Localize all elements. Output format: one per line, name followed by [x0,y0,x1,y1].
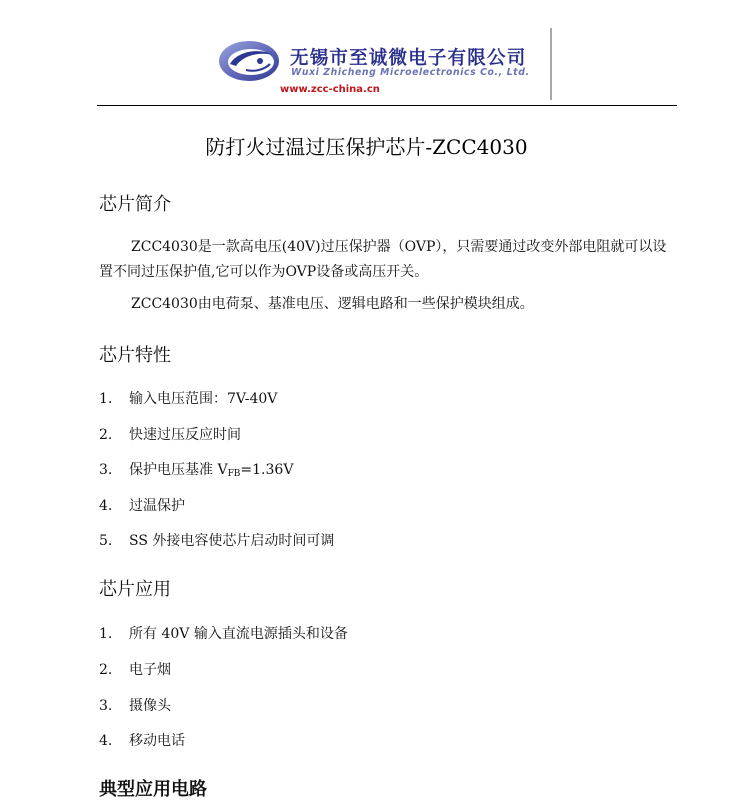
section-heading-applications: 芯片应用 [99,579,171,600]
company-name-en: Wuxi Zhicheng Microelectronics Co., Ltd. [291,67,530,78]
header-divider [550,28,552,100]
intro-paragraph-1: ZCC4030是一款高电压(40V)过压保护器（OVP），只需要通过改变外部电阻就可以设置不同过压保护值,它可以作为OVP设备或高压开关。 [99,239,667,280]
section-heading-intro: 芯片简介 [99,194,171,215]
list-item: 4. 移动电话 [99,733,185,749]
list-item: 3. 摄像头 [99,698,171,714]
intro-paragraph-2: ZCC4030由电荷泵、基准电压、逻辑电路和一些保护模块组成。 [131,296,534,312]
list-item: 5. SS 外接电容使芯片启动时间可调 [99,533,335,549]
list-item: 3. 保护电压基准 $V_{FB}=1.36V$ [99,462,294,479]
list-item: 2. 快速过压反应时间 [99,427,241,443]
company-website[interactable]: www.zcc-china.cn [280,84,380,95]
list-item: 1. 所有 40V 输入直流电源插头和设备 [99,626,348,642]
section-heading-circuit: 典型应用电路 [99,779,207,800]
list-item: 2. 电子烟 [99,662,171,678]
section-heading-features: 芯片特性 [99,345,171,366]
letterhead [0,0,733,110]
list-item: 1. 输入电压范围：7V-40V [99,391,278,407]
list-item: 4. 过温保护 [99,498,185,514]
header-rule [97,105,677,106]
document-title: 防打火过温过压保护芯片-ZCC4030 [205,135,528,159]
company-logo-icon [218,40,280,82]
company-name-cn: 无锡市至诚微电子有限公司 [290,48,527,69]
